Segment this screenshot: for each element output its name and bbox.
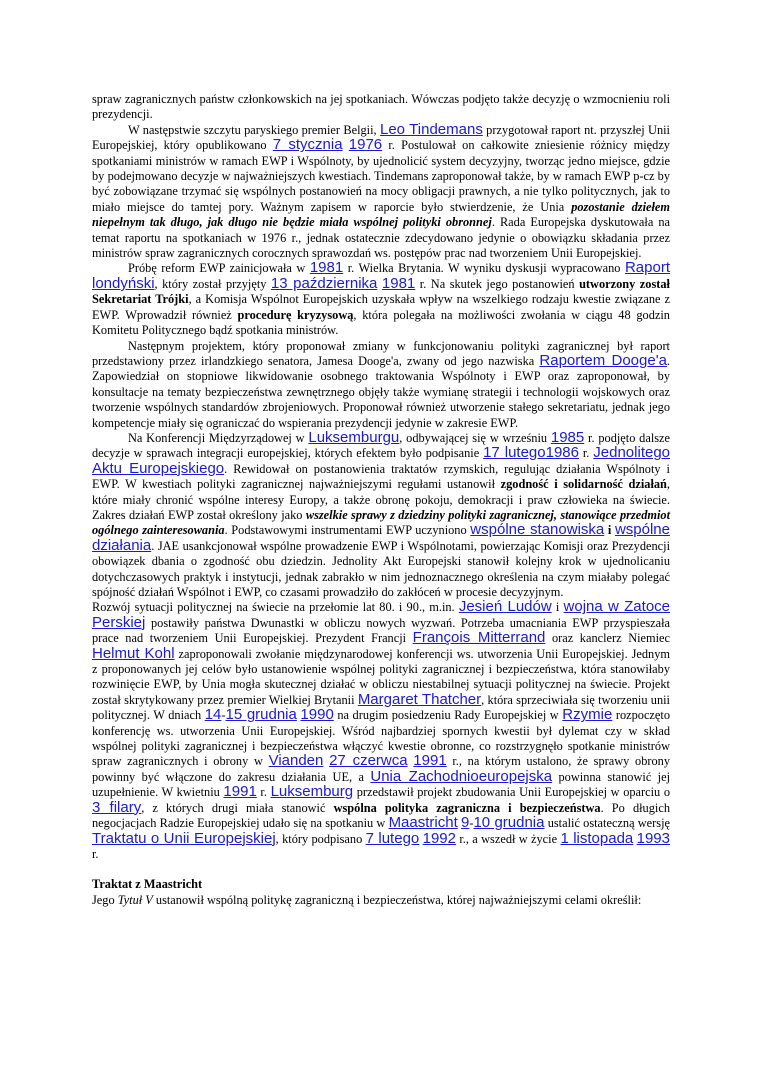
text: , które miały chronić wspólne interesy Europy, a także obronę pokoju, demokracji i praw człowieka na świecie. Zakres działań EWP został określony jako — [92, 477, 670, 522]
link-17-lutego-1986[interactable]: 17 lutego1986 — [483, 444, 579, 462]
paragraph-6 — [92, 600, 670, 862]
text: rozpoczęto konferencję ws. utworzenia Unii Europejskiej. Wśród najbardziej spornych kwestii był dylemat czy w skład wspólnej polityki zagranicznej i bezpieczeństwa włączyć kwestie obronne, co rozstrzygnęło spotkanie ministrów spraw zagranicznych i obrony w — [92, 708, 670, 769]
text: zaproponowali zwołanie międzynarodowej konferencji ws. utworzenia Unii Europejskiej. Jednym z proponowanych jej celów było ustanowienie wspólnej polityki zagranicznej i bezpieczeństwa, która stanowiłaby rozwinięcie EWP, by Unia mogła skutecznej działać w obliczu niestabilnej sytuacji politycznej na świecie. Projekt został skrytykowany przez premier Wielkiej Brytanii — [92, 646, 670, 707]
text: Próbę reform EWP zainicjowała w — [128, 261, 310, 276]
link-3-filary[interactable]: 3 filary — [92, 798, 142, 816]
text: przedstawił projekt zbudowania Unii Europejskiej w oparciu o — [353, 785, 671, 800]
text: ustalić ostateczną wersję — [544, 816, 670, 831]
text: r., a wszedł w życie — [456, 831, 561, 846]
bold-text: utworzony został Sekretariat Trójki — [92, 276, 670, 307]
text: r. Na skutek jego postanowień — [415, 276, 580, 291]
link-luksemburg[interactable]: Luksemburgu — [308, 428, 400, 446]
text: Jego — [92, 892, 118, 907]
text: postawiły państwa Dwunastki w obliczu nowych wyzwań. Potrzeba umacniania EWP przyspieszała prace nad tworzeniem Unii Europejskiej. Prezydent Francji — [92, 615, 670, 646]
link-1985[interactable]: 1985 — [550, 428, 585, 446]
link-luksemburg-b[interactable]: Luksemburg — [270, 783, 354, 801]
bold-text: zgodność i solidarność działań — [500, 477, 667, 492]
text: . Rada Europejska dyskutowała na temat raportu na spotkaniach w 1976 r., jednak ostatecznie zdecydowano jedynie o obowiązku składania przez ministrów spraw zagranicznych corocznych sprawozdań ws. postępów prac nad tworzeniem Unii Europejskiej. — [92, 215, 670, 261]
text: r. — [256, 785, 271, 800]
link-wspolne-dzialania[interactable]: wspólne działania — [92, 521, 670, 554]
paragraph-4 — [92, 339, 670, 431]
link-13-pazdziernika[interactable]: 13 października — [270, 274, 378, 292]
text: , która polegała na możliwości zwołania w ciągu 48 godzin Komitetu Politycznego bądź spotkania ministrów. — [92, 307, 670, 338]
bold-text: procedurę kryzysową — [237, 307, 354, 322]
text: przygotował raport nt. przyszłej Unii Europejskiej, który opublikowano — [92, 122, 670, 153]
text: r. — [578, 446, 594, 461]
link-mitterrand[interactable]: François Mitterrand — [412, 629, 546, 647]
text: Na Konferencji Międzyrządowej w — [128, 430, 309, 445]
text: , która sprzeciwiała się tworzeniu unii politycznej. W dniach — [92, 692, 670, 723]
text: , z których drugi miała stanowić — [141, 800, 334, 815]
text: powinna stanowić jej uzupełnienie. W kwietniu — [92, 769, 671, 800]
link-1993[interactable]: 1993 — [636, 829, 670, 847]
link-unia-zachodnioeuropejska[interactable]: Unia Zachodnioeuropejska — [370, 767, 553, 785]
link-1981-b[interactable]: 1981 — [381, 274, 416, 292]
link-jednolity-akt[interactable]: Jednolitego Aktu Europejskiego — [92, 444, 671, 477]
link-raport-londynski[interactable]: Raport londyński — [92, 259, 670, 292]
link-wspolne-stanowiska[interactable]: wspólne stanowiska — [470, 521, 605, 539]
link-jesien-ludow[interactable]: Jesień Ludów — [458, 598, 552, 616]
text: na drugim posiedzeniu Rady Europejskiej w — [333, 708, 563, 723]
text: r. — [92, 846, 99, 861]
text: r., na którym ustalono, że sprawy obrony powinny być włączone do zakresu działania UE, a — [92, 754, 670, 784]
link-leo-tindemans[interactable]: Leo Tindemans — [379, 120, 483, 138]
link-1976[interactable]: 1976 — [348, 136, 383, 154]
link-margaret-thatcher[interactable]: Margaret Thatcher — [357, 690, 482, 708]
text: r. Wielka Brytania. W wyniku dyskusji wypracowano — [343, 261, 625, 276]
link-10-grudnia[interactable]: 10 grudnia — [473, 814, 545, 832]
text: - — [469, 816, 474, 831]
text: - — [221, 708, 226, 723]
paragraph-2 — [92, 120, 670, 262]
emphasis-quote: wszelkie sprawy z dziedziny polityki zagranicznej, stanowiące przedmiot ogólnego zainteresowania — [92, 507, 671, 538]
text: W następstwie szczytu paryskiego premier Belgii, — [128, 122, 380, 137]
link-7-stycznia[interactable]: 7 stycznia — [272, 136, 343, 154]
paragraph-3 — [92, 261, 670, 338]
link-1981[interactable]: 1981 — [309, 259, 344, 277]
section-heading: Traktat z Maastricht — [92, 877, 203, 892]
link-15-grudnia[interactable]: 15 grudnia — [225, 706, 297, 724]
text: , a Komisja Wspólnot Europejskich uzyskała wpływ na wszelkiego rodzaju kwestie związane z EWP. Wprowadził również — [92, 292, 670, 322]
text: , który został przyjęty — [154, 276, 271, 291]
text: . Podstawowymi instrumentami EWP uczyniono — [224, 523, 471, 538]
link-1991-b[interactable]: 1991 — [223, 783, 257, 801]
italic-text: Tytuł V — [117, 892, 153, 907]
link-vianden[interactable]: Vianden — [268, 752, 324, 770]
link-14[interactable]: 14 — [204, 706, 222, 724]
link-raport-dooge[interactable]: Raportem Dooge'a — [539, 351, 667, 369]
text: ustanowił wspólną politykę zagraniczną i bezpieczeństwa, której najważniejszymi celami określił: — [152, 892, 642, 907]
text: . Zapowiedział on stopniowe likwidowanie osobnego traktowania Wspólnoty i EWP oraz zaproponował, by konsultacje na tematy bezpieczeństwa zewnętrznego objęły także wymianę strategii i technologii wojskowych oraz tworzenie wspólnych standardów zbrojeniowych. Proponował również utworzenie stałego sekretariatu, jednak jego kompetencje miały się ograniczać do wspierania prezydencji jedynie w zakresie EWP. — [92, 353, 671, 430]
paragraph-5 — [92, 428, 671, 600]
link-1991[interactable]: 1991 — [413, 752, 447, 770]
link-1992[interactable]: 1992 — [422, 829, 456, 847]
link-traktat-o-ue[interactable]: Traktatu o Unii Europejskiej — [92, 829, 276, 847]
text: . JAE usankcjonował wspólne prowadzenie EWP i Wspólnotami, powierzając Komisji oraz Prezydencji obowiązek dbania o zgodność obu dziedzin. Jednolity Akt Europejski stanowił kolejny krok w ujednolicaniu dotychczasowych praktyk i instytucji, jednak zabrakło w nim jednoznacznego określenia na czym miałaby polegać spójność działań Wspólnot i EWP, co czasami prowadziło do zakłóceń w procesie decyzyjnym. — [92, 538, 670, 599]
paragraph-1 — [92, 92, 670, 123]
text: Rozwój sytuacji politycznej na świecie na przełomie lat 80. i 90., m.in. — [92, 600, 459, 615]
link-helmut-kohl[interactable]: Helmut Kohl — [92, 644, 175, 662]
bold-text: wspólna polityka zagraniczna i bezpieczeństwa — [333, 800, 601, 815]
text: . Po długich negocjacjach Radzie Europejskiej udało się na spotkaniu w — [92, 800, 670, 831]
link-1-listopada[interactable]: 1 listopada — [560, 829, 634, 847]
link-9[interactable]: 9 — [460, 814, 470, 832]
link-1990[interactable]: 1990 — [300, 706, 334, 724]
link-27-czerwca[interactable]: 27 czerwca — [329, 752, 408, 770]
link-rzym[interactable]: Rzymie — [562, 706, 613, 724]
link-7-lutego[interactable]: 7 lutego — [365, 829, 420, 847]
text: , odbywającej się w wrześniu — [399, 430, 551, 445]
link-wojna-w-zatoce[interactable]: wojna w Zatoce Perskiej — [92, 598, 671, 631]
text: spraw zagranicznych państw członkowskich na jej spotkaniach. Wówczas podjęto także decyzję o wzmocnieniu roli prezydencji. — [92, 92, 670, 122]
text: i — [604, 523, 615, 538]
text: oraz kanclerz Niemiec — [545, 631, 671, 646]
emphasis-quote: pozostanie dziełem niepełnym tak długo, jak długo nie będzie miała wspólnej polityki obronnej — [92, 199, 670, 230]
text: r. Postulował on całkowite zniesienie różnicy między spotkaniami ministrów w ramach EWP i Wspólnoty, by ujednolicić system decyzyjny, tworząc jedno miejsce, gdzie by podejmowano decyzje w najważniejszych kwestiach. Tindemans zaproponował także, by w ramach EWP p-cz by być zobowiązane trzymać się wspólnych postanowień na mocy obligacji prawnych, a nie tylko politycznych, jak to miało miejsce do tamtej pory. Ważnym zapisem w raporcie było stwierdzenie, że Unia — [92, 138, 670, 214]
text: r. podjęto dalsze decyzje w sprawach integracji europejskiej, których efektem było podpisanie — [92, 430, 671, 461]
paragraph-7 — [92, 893, 670, 908]
link-maastricht[interactable]: Maastricht — [388, 814, 458, 832]
text: i — [551, 600, 564, 615]
text: . Rewidował on postanowienia traktatów rzymskich, regulując działania Wspólnoty i EWP. W kwestiach polityki zagranicznej najważniejszymi regułami ustanowił — [92, 461, 670, 492]
text: Następnym projektem, który proponował zmiany w funkcjonowaniu polityki zagranicznej był raport przedstawiony przez irlandzkiego senatora, Jamesa Dooge'a, zwany od jego nazwiska — [92, 338, 670, 368]
text: , który podpisano — [275, 831, 366, 846]
document-page — [92, 92, 670, 908]
